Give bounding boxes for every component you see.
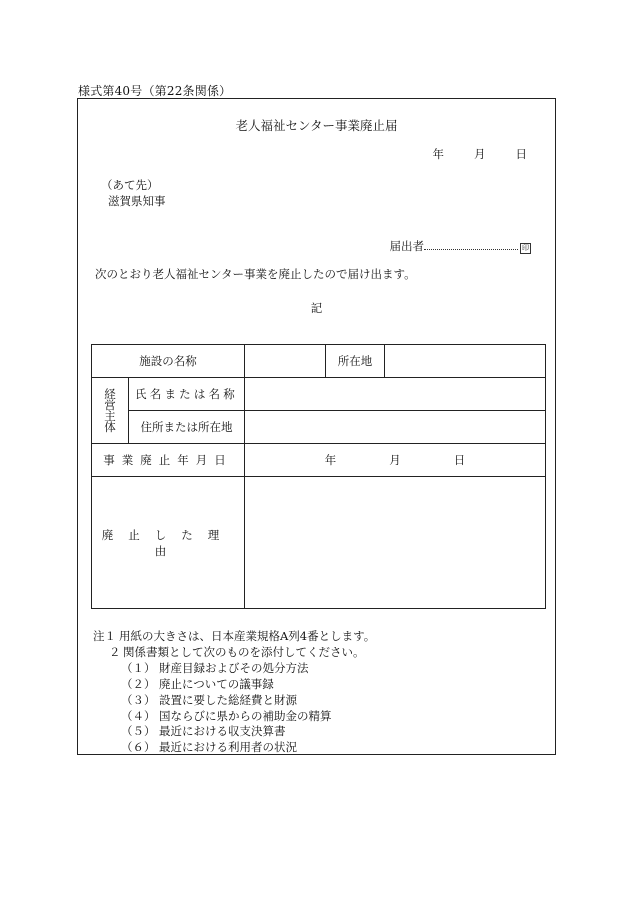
ki-heading: 記 [310, 301, 323, 315]
submission-date [403, 146, 528, 162]
declaration-text: 次のとおり老人福祉センター事業を廃止したので届け出ます。 [95, 267, 416, 281]
operator-label: 経 営 主 体 [92, 378, 129, 444]
document-title: 老人福祉センター事業廃止届 [235, 118, 398, 133]
closure-date-field[interactable] [245, 444, 546, 477]
operator-name-label: 氏名または名称 [129, 378, 245, 411]
attachment-item: （３） 設置に要した総経費と財源 [121, 692, 297, 707]
attachment-item: （１） 財産目録およびその処分方法 [121, 660, 309, 675]
addressee: 滋賀県知事 [108, 194, 166, 208]
operator-address-label: 住所または所在地 [129, 411, 245, 444]
day-label: 日 [515, 147, 527, 161]
location-field[interactable] [385, 345, 546, 378]
attachment-item: （５） 最近における収支決算書 [121, 724, 286, 739]
attachment-item: （６） 最近における利用者の状況 [121, 740, 297, 755]
reason-label: 廃止した理由 [92, 477, 245, 609]
closure-month: 月 [389, 453, 401, 467]
applicant-label: 届出者 [389, 239, 424, 253]
notes [93, 629, 375, 756]
operator-address-field[interactable] [245, 411, 546, 444]
closure-day: 日 [453, 453, 466, 467]
addressee-label: （あて先） [101, 178, 159, 192]
facility-name-label: 施設の名称 [92, 345, 245, 378]
applicant-blank[interactable] [424, 239, 518, 250]
attachment-item: （４） 国ならびに県からの補助金の精算 [121, 708, 332, 723]
year-label: 年 [432, 147, 444, 161]
applicant-line [390, 238, 532, 254]
notification-table [91, 344, 546, 609]
form-number: 様式第40号（第22条関係） [78, 84, 232, 98]
note-2: ２ 関係書類として次のものを添付してください。 [109, 644, 365, 659]
attachment-item: （２） 廃止についての議事録 [121, 676, 274, 691]
seal-mark: 印 [522, 244, 529, 252]
month-label: 月 [474, 147, 486, 161]
form-frame [77, 98, 556, 755]
closure-year: 年 [324, 453, 337, 467]
reason-field[interactable] [245, 477, 546, 609]
location-label: 所在地 [326, 345, 385, 378]
operator-name-field[interactable] [245, 378, 546, 411]
facility-name-field[interactable] [245, 345, 326, 378]
closure-date-label: 事業廃止年月日 [92, 444, 245, 477]
note-1: 注１ 用紙の大きさは、日本産業規格A列4番とします。 [93, 629, 376, 643]
